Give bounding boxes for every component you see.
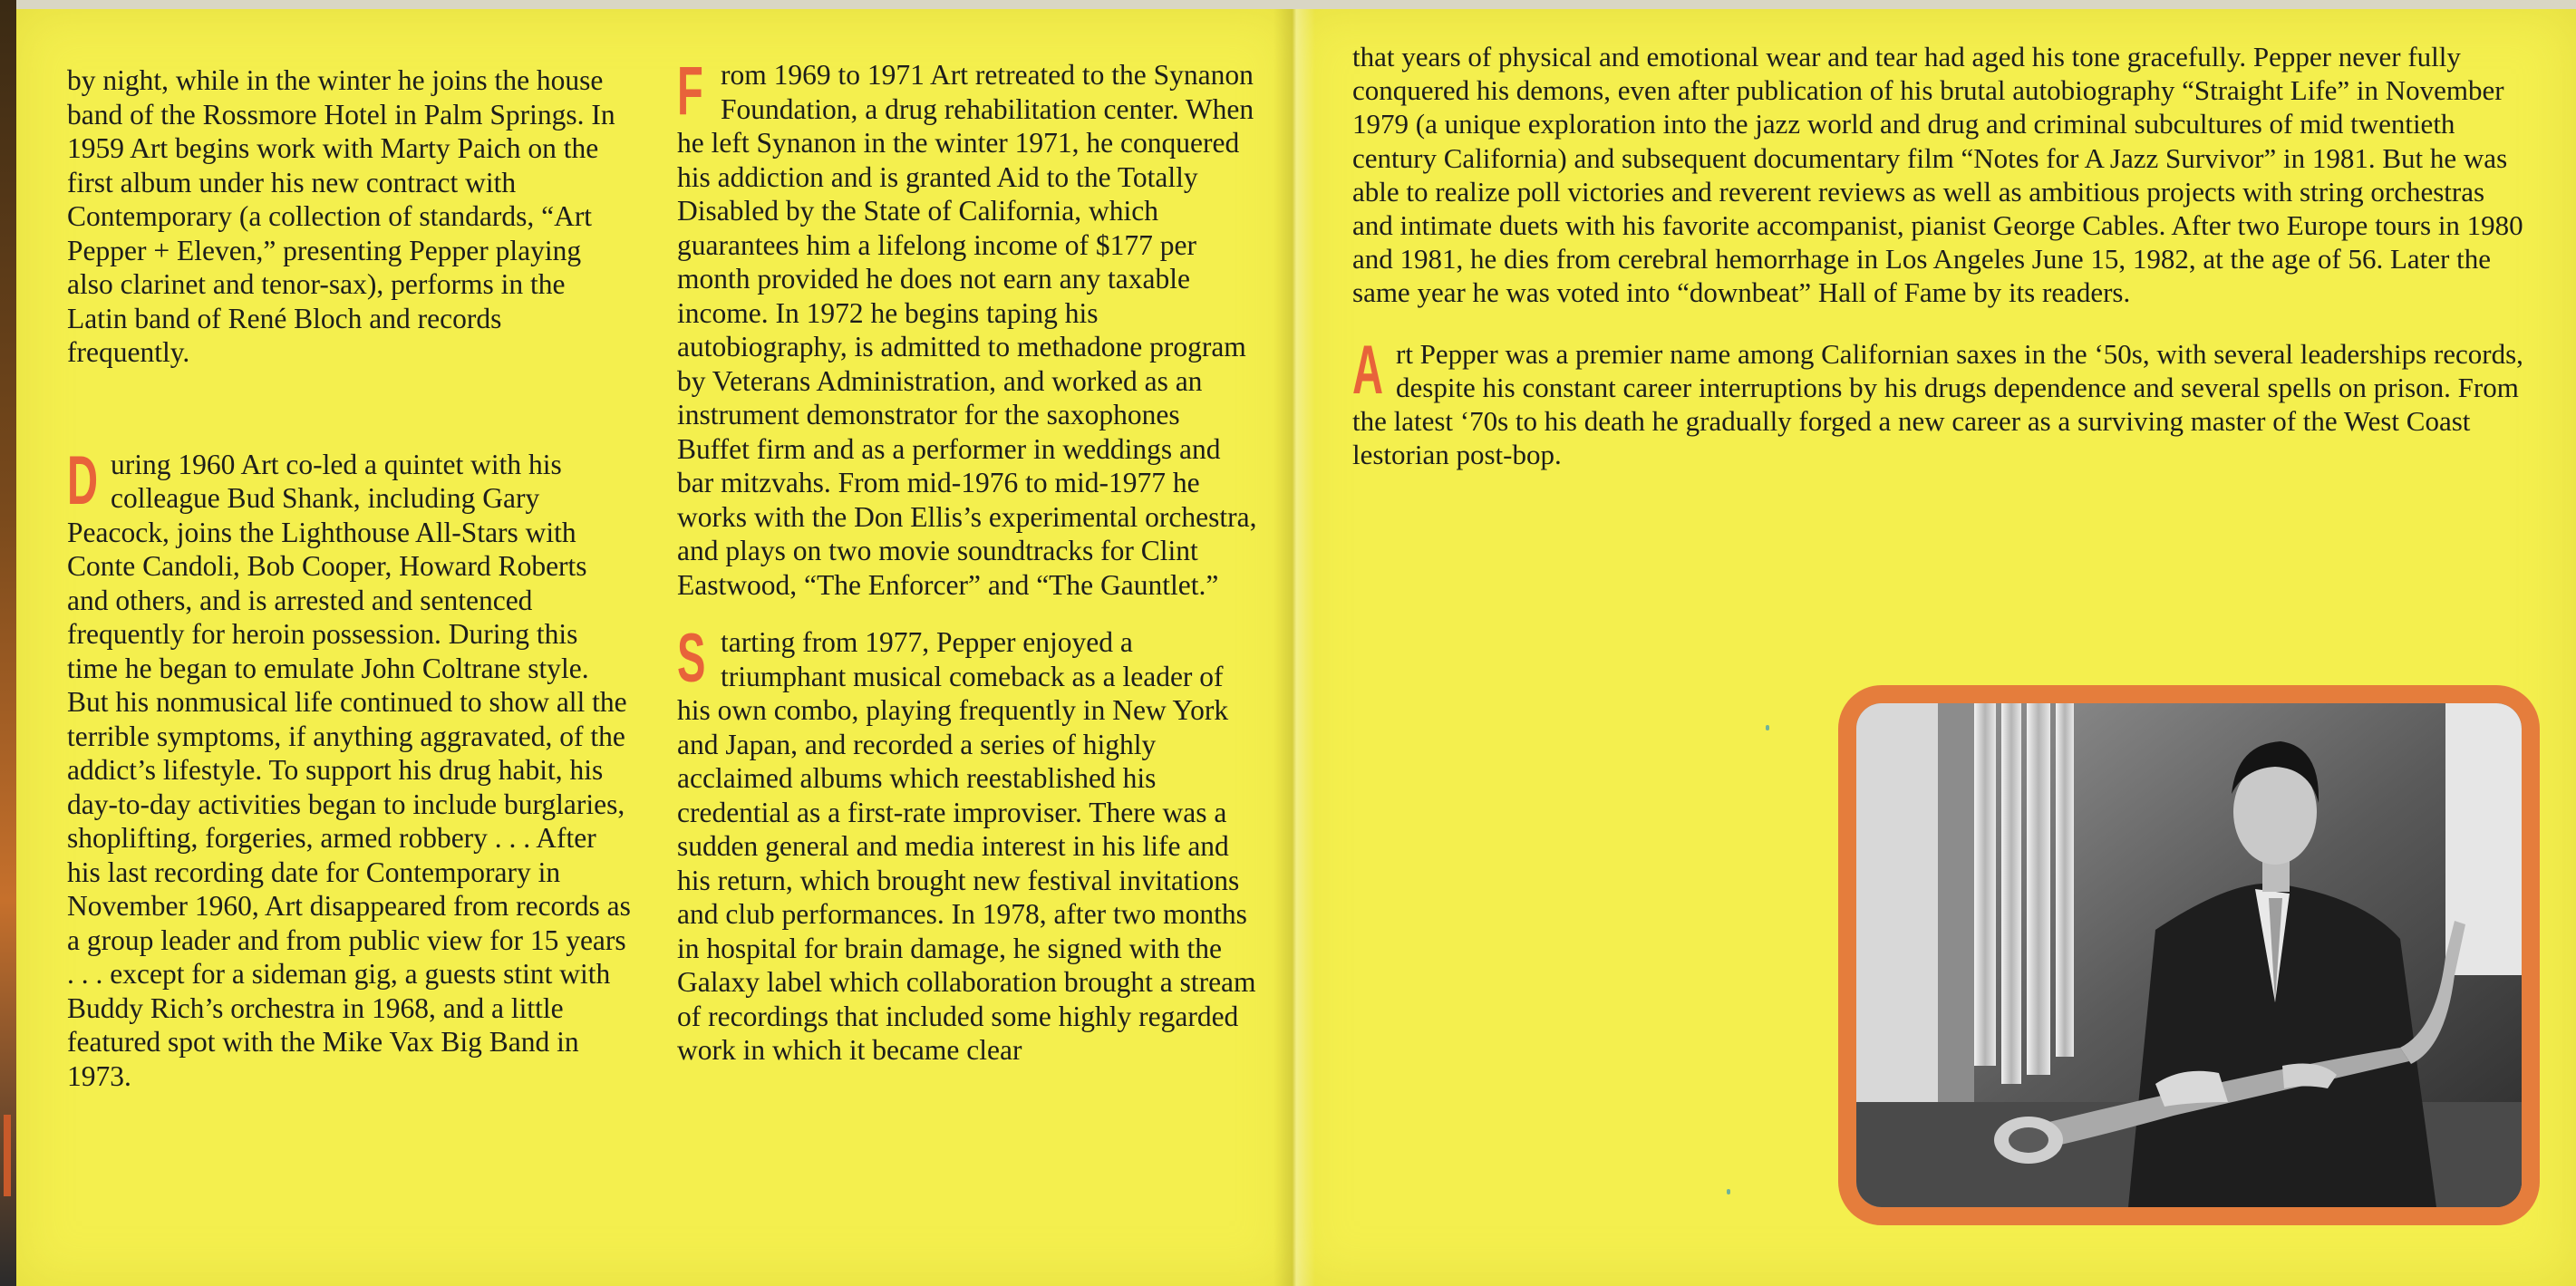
right-column [1352,40,2531,471]
left-column-2 [677,53,1257,1068]
dropcap-s: S [677,620,706,697]
paragraph-synanon-text: rom 1969 to 1971 Art retreated to the Synanon Foundation, a drug rehabilitation center. When he left Synanon in the winter 1971, he conquered his addiction and is granted Aid to the Totally Disabled by the State of California, which guarantees him a lifelong income of $177 per month provided he does not earn any taxable income. In 1972 he begins taping his autobiography, is admitted to methadone program by Veterans Administration, and worked as an instrument demonstrator for the saxophones Buffet firm and as a performer in weddings and bar mitzvahs. From mid-1976 to mid-1977 he works with the Don Ellis’s experimental orchestra, and plays on two movie soundtracks for Clint Eastwood, “The Enforcer” and “The Gauntlet.” [677,59,1257,601]
dropcap-f: F [677,53,703,130]
paragraph-rossmore: by night, while in the winter he joins the house band of the Rossmore Hotel in Palm Springs. In 1959 Art begins work with Marty Paich on the first album under his new contract with Contemporary (a collection of standards, “Art Pepper + Eleven,” presenting Pepper playing also clarinet and tenor-sax), performs in the Latin band of René Bloch and records frequently. [67,64,615,368]
print-speck [1727,1189,1730,1194]
paragraph-summary-text: rt Pepper was a premier name among Californian saxes in the ‘50s, with several leaderships records, despite his constant career interruptions by his drugs dependence and several spells on prison. From the latest ‘70s to his death he gradually forged a new career as a surviving master of the West Coast lestorian post-bop. [1352,337,2523,471]
dropcap-d: D [67,441,99,519]
paragraph-legacy: that years of physical and emotional wear and tear had aged his tone gracefully. Pepper never fully conquered his demons, even after publication of his brutal autobiography “Straight Life” in November 1979 (a unique exploration into the jazz world and drug and criminal subcultures of mid twentieth century California) and subsequent documentary film “Notes for A Jazz Survivor” in 1981. But he was able to realize poll victories and reverent reviews as well as ambitious projects with string orchestras and intimate duets with his favorite accompanist, pianist George Cables. After two Europe tours in 1980 and 1981, he dies from cerebral hemorrhage in Los Angeles June 15, 1982, at the age of 56. Later the same year he was voted into “downbeat” Hall of Fame by its readers. [1352,41,2523,309]
paragraph-1960 [67,441,631,1094]
print-speck [1766,725,1769,730]
paragraph-comeback-text: tarting from 1977, Pepper enjoyed a triumphant musical comeback as a leader of his own combo, playing frequently in New York and Japan, and recorded a series of highly acclaimed albums which reestablished his credential as a first-rate improviser. There was a sudden general and media interest in his life and his return, which brought new festival invitations and club performances. In 1978, after two months in hospital for brain damage, he signed with the Galaxy label which collaboration brought a stream of recordings that included some highly regarded work in which it became clear [677,626,1256,1066]
left-column-1 [67,63,631,1093]
paragraph-synanon [677,53,1257,602]
dropcap-a: A [1352,331,1384,409]
paragraph-1960-text: uring 1960 Art co-led a quintet with his colleague Bud Shank, including Gary Peacock, joins the Lighthouse All-Stars with Conte Candoli, Bob Cooper, Howard Roberts and others, and is arrested and sentenced frequently for heroin possession. During this time he began to emulate John Coltrane style. But his nonmusical life continued to show all the terrible symptoms, if anything aggravated, of the addict’s lifestyle. To support his drug habit, his day-to-day activities began to include burglaries, shoplifting, forgeries, armed robbery . . . After his last recording date for Contemporary in November 1960, Art disappeared from records as a group leader and from public view for 15 years . . . except for a sideman gig, a guests stint with Buddy Rich’s orchestra in 1968, and a little featured spot with the Mike Vax Big Band in 1973. [67,448,631,1092]
booklet-fold [1273,9,1315,1286]
cover-edge [0,0,16,1286]
art-pepper-photo [1856,703,2522,1207]
paragraph-comeback [677,620,1257,1068]
paragraph-summary [1352,331,2531,472]
photo-frame [1838,685,2540,1225]
